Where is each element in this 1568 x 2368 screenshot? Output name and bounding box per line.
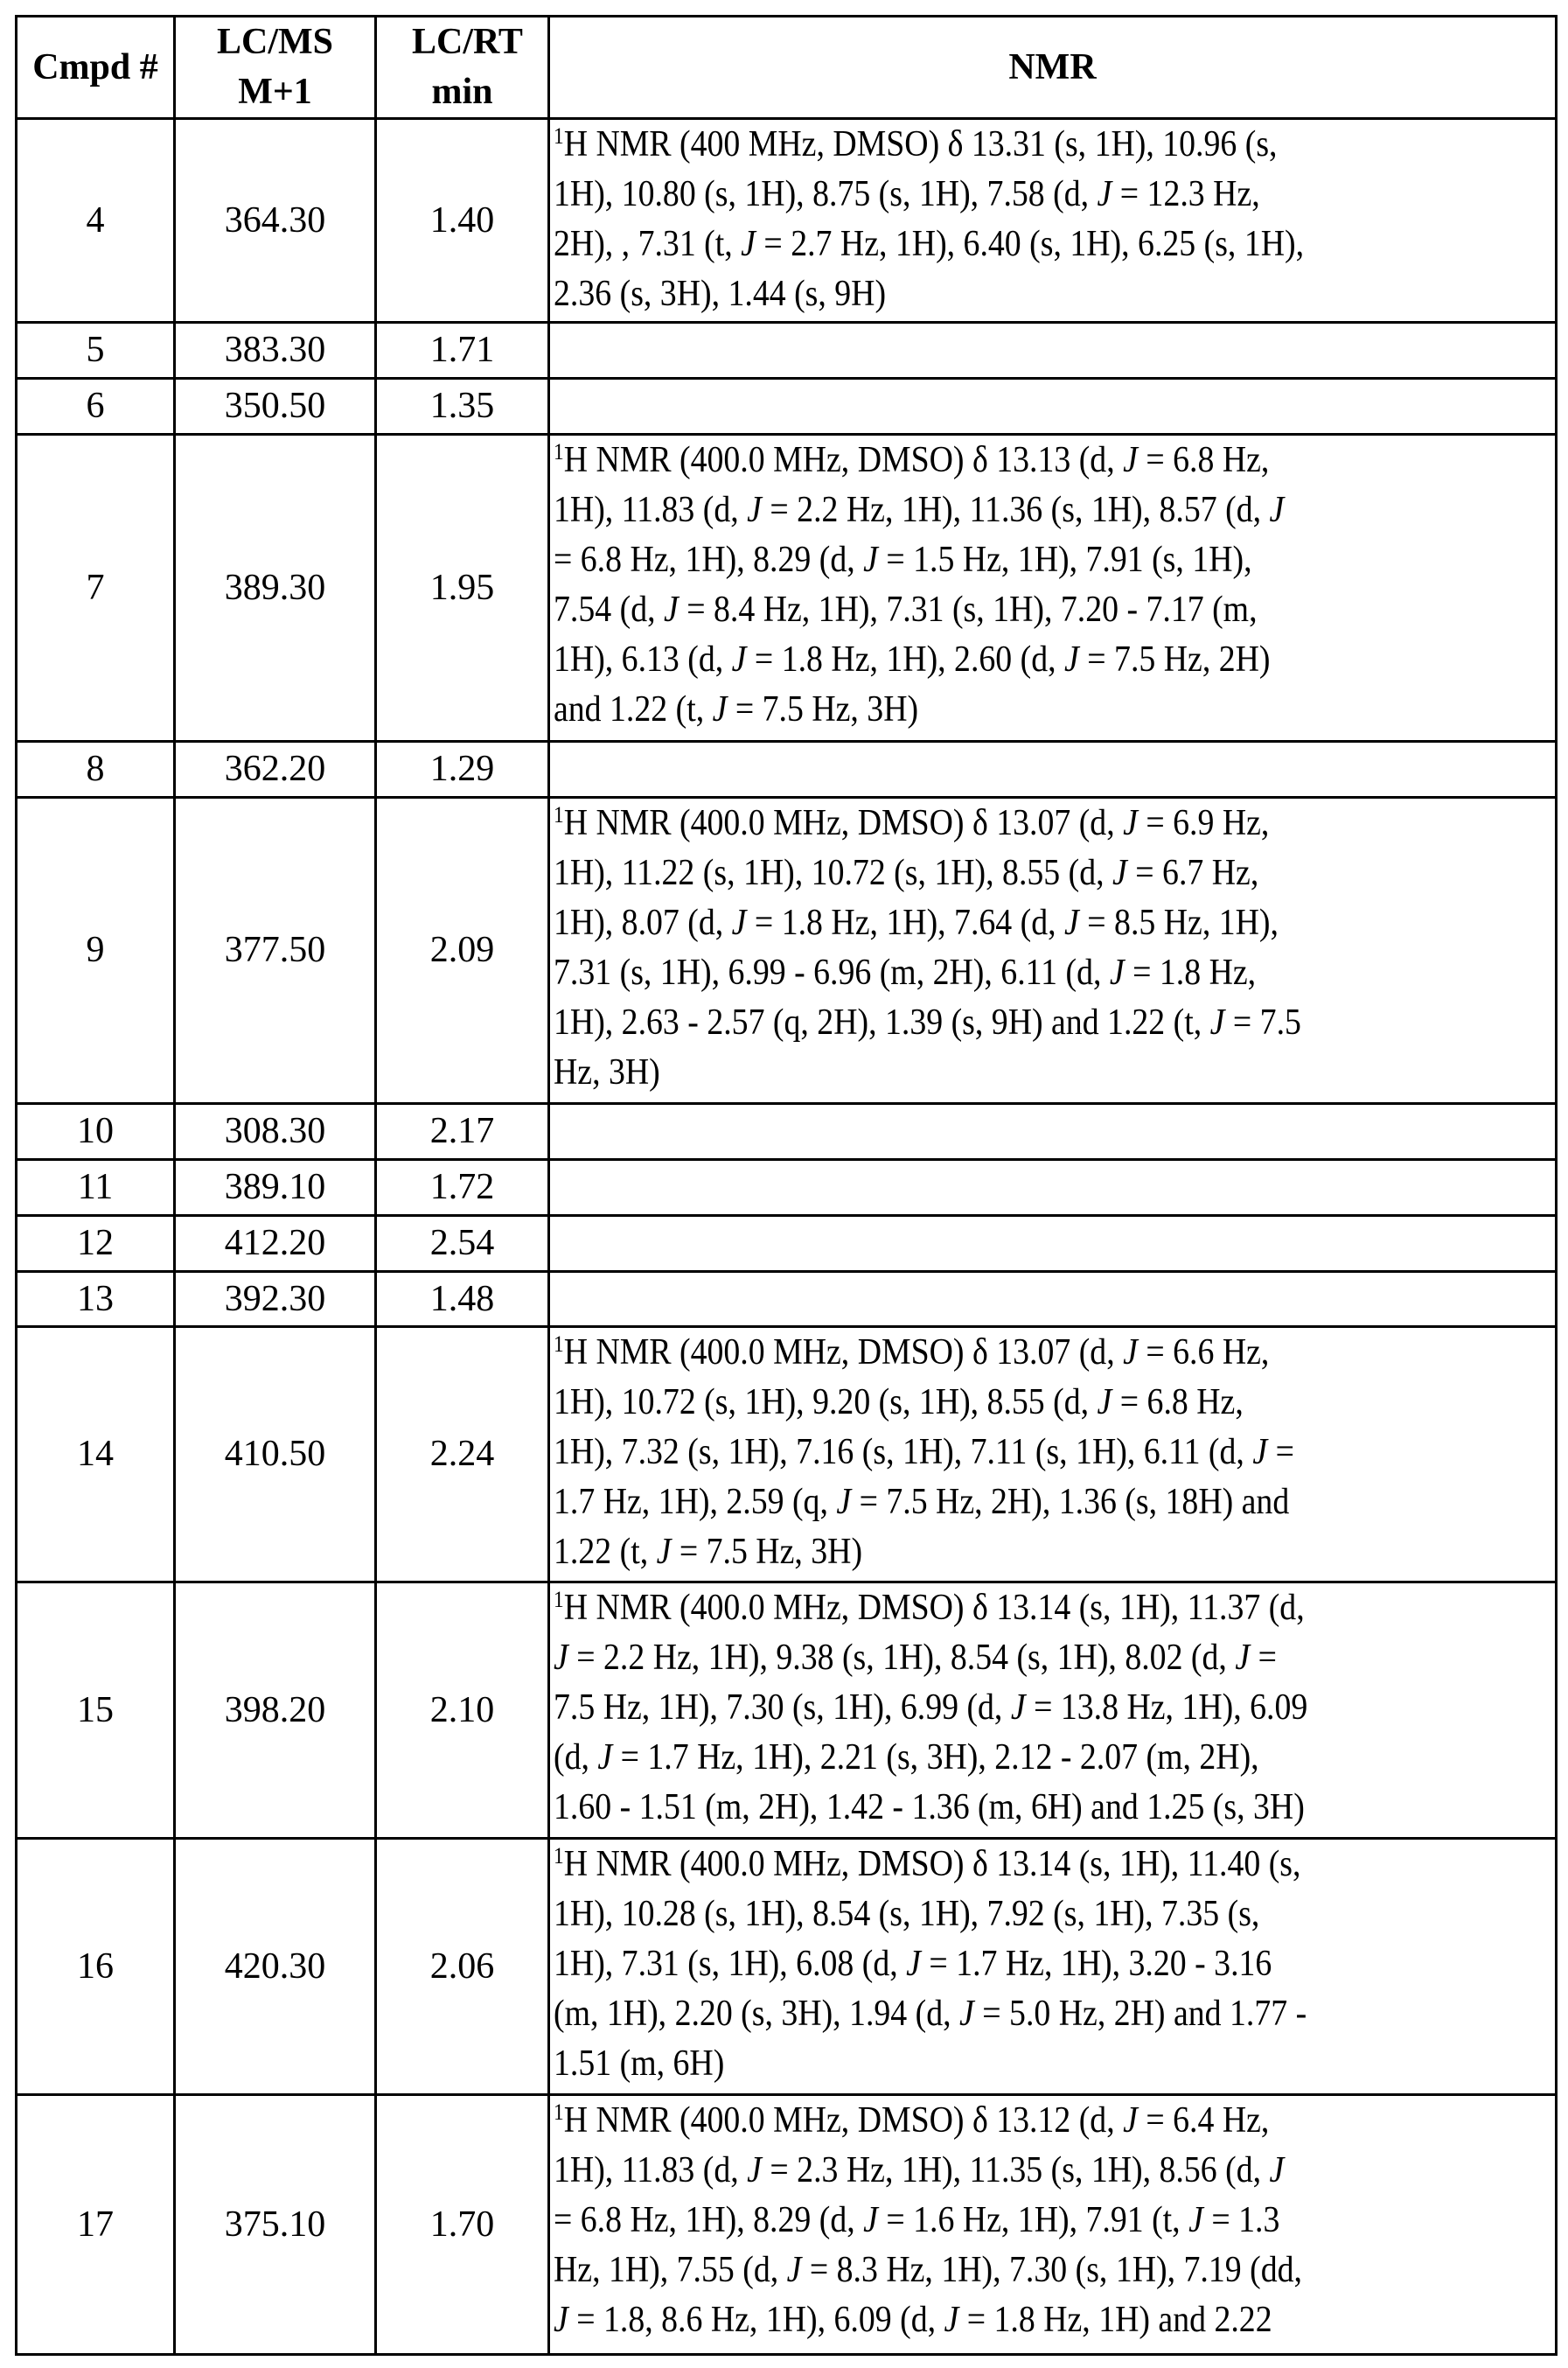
nmr-line bbox=[554, 1583, 1455, 1633]
nmr-line bbox=[554, 1477, 1455, 1527]
nmr-text: H NMR (400.0 MHz, DMSO) δ 13.12 (d, J = 6.4 Hz, bbox=[564, 2100, 1270, 2141]
cell-lcms: 410.50 bbox=[175, 1327, 376, 1582]
nmr-superscript: 1 bbox=[554, 1843, 564, 1869]
nmr-line bbox=[554, 799, 1455, 849]
header-row bbox=[17, 17, 1557, 119]
cell-lcms: 389.10 bbox=[175, 1160, 376, 1216]
nmr-text: H NMR (400.0 MHz, DMSO) δ 13.14 (s, 1H), 11.37 (d, bbox=[564, 1588, 1305, 1628]
cell-cmpd: 9 bbox=[17, 798, 175, 1104]
nmr-line bbox=[554, 1527, 1455, 1577]
nmr-text: 1.22 (t, J = 7.5 Hz, 3H) bbox=[554, 1532, 862, 1572]
cell-cmpd: 11 bbox=[17, 1160, 175, 1216]
cell-cmpd: 8 bbox=[17, 742, 175, 798]
cell-cmpd: 7 bbox=[17, 435, 175, 742]
cell-nmr bbox=[549, 798, 1557, 1104]
nmr-text: H NMR (400.0 MHz, DMSO) δ 13.14 (s, 1H), 11.40 (s, bbox=[564, 1844, 1301, 1884]
nmr-line bbox=[554, 1633, 1455, 1683]
cell-lcrt: 2.10 bbox=[376, 1582, 549, 1839]
table-row bbox=[17, 119, 1557, 323]
header-lcms: LC/MS M+1 bbox=[175, 17, 376, 119]
nmr-text: 1H), 2.63 - 2.57 (q, 2H), 1.39 (s, 9H) and 1.22 (t, J = 7.5 bbox=[554, 1002, 1301, 1043]
nmr-text: J = 2.2 Hz, 1H), 9.38 (s, 1H), 8.54 (s, 1H), 8.02 (d, J = bbox=[554, 1638, 1277, 1678]
nmr-line bbox=[554, 1378, 1455, 1428]
cell-nmr bbox=[549, 435, 1557, 742]
compound-data-table bbox=[15, 15, 1558, 2356]
cell-lcrt: 1.95 bbox=[376, 435, 549, 742]
nmr-text: (d, J = 1.7 Hz, 1H), 2.21 (s, 3H), 2.12 - 2.07 (m, 2H), bbox=[554, 1737, 1259, 1778]
nmr-text: = 6.8 Hz, 1H), 8.29 (d, J = 1.5 Hz, 1H), 7.91 (s, 1H), bbox=[554, 540, 1252, 580]
nmr-text: 1H), 11.83 (d, J = 2.2 Hz, 1H), 11.36 (s, 1H), 8.57 (d, J bbox=[554, 490, 1284, 530]
cell-lcms: 383.30 bbox=[175, 323, 376, 379]
nmr-line bbox=[554, 1890, 1455, 1939]
header-lcrt: LC/RT min bbox=[376, 17, 549, 119]
nmr-superscript: 1 bbox=[554, 2099, 564, 2125]
cell-lcrt: 2.24 bbox=[376, 1327, 549, 1582]
cell-lcms: 420.30 bbox=[175, 1839, 376, 2095]
nmr-line bbox=[554, 1683, 1455, 1733]
cell-cmpd: 5 bbox=[17, 323, 175, 379]
nmr-line bbox=[554, 1989, 1455, 2039]
table-row bbox=[17, 1839, 1557, 2095]
nmr-text: 1H), 10.72 (s, 1H), 9.20 (s, 1H), 8.55 (d, J = 6.8 Hz, bbox=[554, 1382, 1244, 1422]
cell-nmr bbox=[549, 2095, 1557, 2355]
table-row bbox=[17, 2095, 1557, 2355]
cell-cmpd: 4 bbox=[17, 119, 175, 323]
nmr-line bbox=[554, 2196, 1455, 2246]
nmr-line bbox=[554, 120, 1455, 170]
nmr-line bbox=[554, 1428, 1455, 1477]
nmr-line bbox=[554, 269, 1455, 319]
cell-lcms: 364.30 bbox=[175, 119, 376, 323]
nmr-line bbox=[554, 1783, 1455, 1833]
nmr-line bbox=[554, 998, 1455, 1048]
nmr-text: and 1.22 (t, J = 7.5 Hz, 3H) bbox=[554, 689, 918, 730]
nmr-superscript: 1 bbox=[554, 123, 564, 149]
table-row bbox=[17, 1216, 1557, 1272]
header-nmr: NMR bbox=[549, 17, 1557, 119]
nmr-superscript: 1 bbox=[554, 1331, 564, 1357]
cell-nmr bbox=[549, 1104, 1557, 1160]
cell-lcrt: 1.29 bbox=[376, 742, 549, 798]
cell-nmr bbox=[549, 379, 1557, 435]
table-row bbox=[17, 1104, 1557, 1160]
cell-nmr bbox=[549, 119, 1557, 323]
cell-lcrt: 2.06 bbox=[376, 1839, 549, 2095]
nmr-text: 1H), 10.28 (s, 1H), 8.54 (s, 1H), 7.92 (s, 1H), 7.35 (s, bbox=[554, 1894, 1259, 1934]
table-row bbox=[17, 435, 1557, 742]
nmr-text: 2H), , 7.31 (t, J = 2.7 Hz, 1H), 6.40 (s, 1H), 6.25 (s, 1H), bbox=[554, 224, 1304, 264]
cell-nmr bbox=[549, 742, 1557, 798]
nmr-line bbox=[554, 849, 1455, 898]
nmr-text: H NMR (400.0 MHz, DMSO) δ 13.07 (d, J = 6.6 Hz, bbox=[564, 1332, 1270, 1373]
cell-lcrt: 1.40 bbox=[376, 119, 549, 323]
nmr-text: 1H), 11.83 (d, J = 2.3 Hz, 1H), 11.35 (s, 1H), 8.56 (d, J bbox=[554, 2150, 1284, 2190]
cell-lcms: 362.20 bbox=[175, 742, 376, 798]
nmr-line bbox=[554, 485, 1455, 535]
nmr-text: 7.54 (d, J = 8.4 Hz, 1H), 7.31 (s, 1H), 7.20 - 7.17 (m, bbox=[554, 590, 1258, 630]
cell-cmpd: 15 bbox=[17, 1582, 175, 1839]
nmr-line bbox=[554, 2146, 1455, 2196]
nmr-line bbox=[554, 2096, 1455, 2146]
nmr-line bbox=[554, 1048, 1455, 1098]
nmr-text: = 6.8 Hz, 1H), 8.29 (d, J = 1.6 Hz, 1H), 7.91 (t, J = 1.3 bbox=[554, 2200, 1279, 2240]
cell-lcms: 398.20 bbox=[175, 1582, 376, 1839]
cell-cmpd: 13 bbox=[17, 1272, 175, 1327]
nmr-text: H NMR (400.0 MHz, DMSO) δ 13.13 (d, J = 6.8 Hz, bbox=[564, 440, 1270, 480]
cell-lcrt: 1.35 bbox=[376, 379, 549, 435]
cell-lcrt: 2.54 bbox=[376, 1216, 549, 1272]
cell-lcms: 412.20 bbox=[175, 1216, 376, 1272]
cell-lcms: 308.30 bbox=[175, 1104, 376, 1160]
table-row bbox=[17, 1327, 1557, 1582]
cell-nmr bbox=[549, 323, 1557, 379]
table-row bbox=[17, 1582, 1557, 1839]
table-row bbox=[17, 323, 1557, 379]
nmr-line bbox=[554, 535, 1455, 585]
nmr-text: 1H), 11.22 (s, 1H), 10.72 (s, 1H), 8.55 (d, J = 6.7 Hz, bbox=[554, 853, 1258, 893]
cell-nmr bbox=[549, 1160, 1557, 1216]
cell-lcrt: 1.71 bbox=[376, 323, 549, 379]
cell-nmr bbox=[549, 1272, 1557, 1327]
cell-nmr bbox=[549, 1216, 1557, 1272]
nmr-text: 1.51 (m, 6H) bbox=[554, 2043, 724, 2084]
cell-lcms: 377.50 bbox=[175, 798, 376, 1104]
nmr-text: 1H), 7.32 (s, 1H), 7.16 (s, 1H), 7.11 (s, 1H), 6.11 (d, J = bbox=[554, 1432, 1294, 1472]
nmr-line bbox=[554, 2295, 1455, 2345]
cell-lcrt: 1.48 bbox=[376, 1272, 549, 1327]
nmr-line bbox=[554, 2039, 1455, 2089]
cell-lcms: 389.30 bbox=[175, 435, 376, 742]
nmr-text: 1.60 - 1.51 (m, 2H), 1.42 - 1.36 (m, 6H) and 1.25 (s, 3H) bbox=[554, 1787, 1305, 1827]
nmr-text: 1H), 6.13 (d, J = 1.8 Hz, 1H), 2.60 (d, J = 7.5 Hz, 2H) bbox=[554, 639, 1271, 680]
nmr-text: Hz, 3H) bbox=[554, 1052, 660, 1093]
cell-lcrt: 2.09 bbox=[376, 798, 549, 1104]
nmr-text: 7.31 (s, 1H), 6.99 - 6.96 (m, 2H), 6.11 (d, J = 1.8 Hz, bbox=[554, 953, 1256, 993]
cell-lcrt: 1.70 bbox=[376, 2095, 549, 2355]
table-row bbox=[17, 798, 1557, 1104]
nmr-line bbox=[554, 635, 1455, 685]
cell-cmpd: 10 bbox=[17, 1104, 175, 1160]
nmr-line bbox=[554, 1939, 1455, 1989]
nmr-text: 1H), 10.80 (s, 1H), 8.75 (s, 1H), 7.58 (d, J = 12.3 Hz, bbox=[554, 174, 1260, 214]
cell-lcms: 350.50 bbox=[175, 379, 376, 435]
cell-cmpd: 12 bbox=[17, 1216, 175, 1272]
header-cmpd: Cmpd # bbox=[17, 17, 175, 119]
nmr-text: 1.7 Hz, 1H), 2.59 (q, J = 7.5 Hz, 2H), 1.36 (s, 18H) and bbox=[554, 1482, 1289, 1522]
cell-nmr bbox=[549, 1327, 1557, 1582]
nmr-line bbox=[554, 436, 1455, 485]
nmr-line bbox=[554, 948, 1455, 998]
nmr-text: 2.36 (s, 3H), 1.44 (s, 9H) bbox=[554, 274, 886, 314]
cell-lcrt: 2.17 bbox=[376, 1104, 549, 1160]
nmr-superscript: 1 bbox=[554, 439, 564, 465]
nmr-superscript: 1 bbox=[554, 802, 564, 828]
cell-cmpd: 17 bbox=[17, 2095, 175, 2355]
nmr-line bbox=[554, 220, 1455, 269]
table-row bbox=[17, 379, 1557, 435]
cell-lcms: 392.30 bbox=[175, 1272, 376, 1327]
table-row bbox=[17, 1160, 1557, 1216]
nmr-line bbox=[554, 685, 1455, 735]
nmr-line bbox=[554, 1840, 1455, 1890]
cell-cmpd: 6 bbox=[17, 379, 175, 435]
nmr-text: H NMR (400.0 MHz, DMSO) δ 13.07 (d, J = 6.9 Hz, bbox=[564, 803, 1270, 843]
nmr-text: H NMR (400 MHz, DMSO) δ 13.31 (s, 1H), 10.96 (s, bbox=[564, 124, 1278, 164]
nmr-text: 1H), 7.31 (s, 1H), 6.08 (d, J = 1.7 Hz, 1H), 3.20 - 3.16 bbox=[554, 1944, 1272, 1984]
cell-lcms: 375.10 bbox=[175, 2095, 376, 2355]
nmr-line bbox=[554, 585, 1455, 635]
nmr-line bbox=[554, 2246, 1455, 2295]
nmr-line bbox=[554, 898, 1455, 948]
nmr-text: 1H), 8.07 (d, J = 1.8 Hz, 1H), 7.64 (d, J = 8.5 Hz, 1H), bbox=[554, 903, 1279, 943]
cell-cmpd: 14 bbox=[17, 1327, 175, 1582]
nmr-text: J = 1.8, 8.6 Hz, 1H), 6.09 (d, J = 1.8 Hz, 1H) and 2.22 bbox=[554, 2300, 1272, 2340]
nmr-line bbox=[554, 1328, 1455, 1378]
nmr-text: Hz, 1H), 7.55 (d, J = 8.3 Hz, 1H), 7.30 (s, 1H), 7.19 (dd, bbox=[554, 2250, 1302, 2290]
cell-nmr bbox=[549, 1839, 1557, 2095]
nmr-line bbox=[554, 170, 1455, 220]
cell-nmr bbox=[549, 1582, 1557, 1839]
nmr-superscript: 1 bbox=[554, 1587, 564, 1612]
cell-cmpd: 16 bbox=[17, 1839, 175, 2095]
cell-lcrt: 1.72 bbox=[376, 1160, 549, 1216]
nmr-text: 7.5 Hz, 1H), 7.30 (s, 1H), 6.99 (d, J = 13.8 Hz, 1H), 6.09 bbox=[554, 1687, 1307, 1728]
table-row bbox=[17, 742, 1557, 798]
table-row bbox=[17, 1272, 1557, 1327]
nmr-line bbox=[554, 1733, 1455, 1783]
nmr-text: (m, 1H), 2.20 (s, 3H), 1.94 (d, J = 5.0 Hz, 2H) and 1.77 - bbox=[554, 1994, 1307, 2034]
